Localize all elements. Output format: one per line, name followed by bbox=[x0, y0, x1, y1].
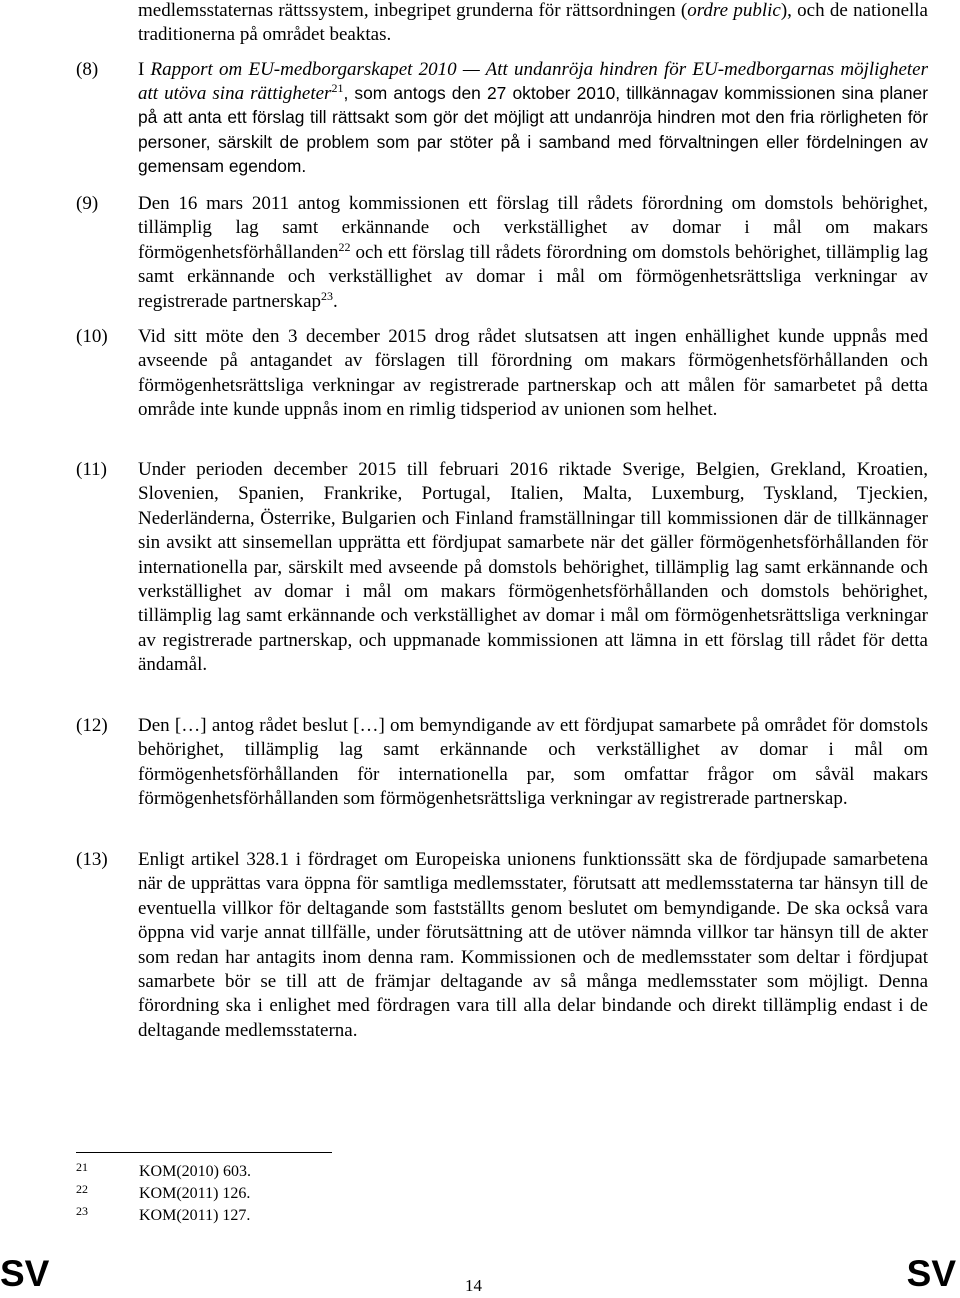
continuation-text-a: medlemsstaternas rättssystem, inbegripet grunderna för rättsordningen ( bbox=[138, 0, 688, 21]
footnote-divider bbox=[76, 1152, 332, 1153]
footnote-ref-23: 23 bbox=[321, 288, 334, 303]
continuation-text-b: ), och de nationella traditionerna på området beaktas. bbox=[138, 0, 928, 45]
footnote-number: 21 bbox=[76, 1160, 88, 1174]
footnote-text: KOM(2010) 603. bbox=[139, 1163, 251, 1180]
footnote-ref-21: 21 bbox=[331, 81, 344, 96]
paragraph-number: (10) bbox=[76, 326, 108, 347]
paragraph-number: (13) bbox=[76, 849, 108, 870]
paragraph-text-a: Den 16 mars 2011 antog kommissionen ett förslag till rådets förordning om domstols behörighet, tillämplig lag samt erkännande och verkställighet av domar i mål om makars förmögenhetsförhållanden bbox=[138, 193, 928, 263]
paragraph-body: Vid sitt möte den 3 december 2015 drog rådet slutsatsen att ingen enhällighet kunde uppnås med avseende på antagandet av förslagen till förordning om makars förmögenhetsförhållanden och förmögenhetsrättsliga verkningar av registrerade partnerskap och att målen för samarbetet på detta område inte kunde uppnås inom en rimlig tidsperiod av unionen som helhet. bbox=[138, 326, 928, 421]
footnote-23 bbox=[76, 1204, 476, 1226]
paragraph-text-b: och ett förslag till rådets förordning om domstols behörighet, tillämplig lag samt erkännande och verkställighet av domar i mål om förmögenhetsrättsliga verkningar av registrerade partnerskap bbox=[138, 241, 928, 312]
page-number: 14 bbox=[465, 1276, 482, 1295]
footnote-21 bbox=[76, 1160, 476, 1182]
paragraph-body: Enligt artikel 328.1 i fördraget om Europeiska unionens funktionssätt ska de fördjupade samarbetena när de upprättas vara öppna för samtliga medlemsstater, förutsatt att medlemsstaterna tar hänsyn till de eventuella villkor för deltagande som fastställts genom beslutet om bemyndigande. De ska också vara öppna vid varje annat tillfälle, under förutsättning att de utöver nämnda villkor tar hänsyn till de akter som redan har antagits inom denna ram. Kommissionen och de medlemsstater som deltar i fördjupat samarbete bör se till att de främjar deltagande av så många medlemsstater som möjligt. Denna förordning ska i enlighet med fördragen vara till alla delar bindande och direkt tillämplig endast i de deltagande medlemsstaterna. bbox=[138, 849, 928, 1041]
report-title: Rapport om EU-medborgarskapet 2010 — Att undanröja hindren för EU-medborgarnas möjligheter att utöva sina rättigheter bbox=[138, 59, 928, 105]
continuation-italic: ordre public bbox=[687, 0, 781, 21]
paragraph-number: (11) bbox=[76, 459, 107, 480]
footnote-ref-22: 22 bbox=[338, 239, 351, 254]
paragraph-text-c: . bbox=[333, 290, 338, 312]
paragraph-number: (9) bbox=[76, 193, 99, 214]
footnote-22 bbox=[76, 1182, 476, 1204]
paragraph-body bbox=[138, 192, 928, 314]
footnote-text: KOM(2011) 127. bbox=[139, 1207, 251, 1224]
paragraph-lead: I bbox=[138, 59, 151, 80]
footnote-text: KOM(2011) 126. bbox=[139, 1185, 251, 1202]
footnote-number: 22 bbox=[76, 1182, 88, 1196]
paragraph-continuation bbox=[138, 0, 928, 46]
footnote-number: 23 bbox=[76, 1204, 88, 1218]
paragraph-number: (12) bbox=[76, 715, 108, 736]
paragraph-text: , som antogs den 27 oktober 2010, tillkännagav kommissionen sina planer på att anta ett förslag till rättsakt som gör det möjligt att undanröja hindren mot den fria rörligheten för personer, särskilt de problem som par stöter på i samband med förvaltningen eller fördelningen av gemensam egendom. bbox=[138, 83, 928, 176]
paragraph-body bbox=[138, 58, 928, 179]
paragraph-number: (8) bbox=[76, 59, 99, 80]
paragraph-body: Under perioden december 2015 till februari 2016 riktade Sverige, Belgien, Grekland, Kroatien, Slovenien, Spanien, Frankrike, Portugal, Italien, Malta, Luxemburg, Tyskland, Tjeckien, Nederländerna, Österrike, Bulgarien och Finland framställningar till kommissionen där de tillkännager sin avsikt att sinsemellan upprätta ett fördjupat samarbete när det gäller förmögenhetsförhållanden för internationella par, särskilt med avseende på domstols behörighet, tillämplig lag samt erkännande och verkställighet av domar i mål om makars förmögenhetsförhållanden och domstols behörighet, tillämplig lag samt erkännande och verkställighet av domar i mål om förmögenhetsrättsliga verkningar av registrerade partnerskap, och uppmanade kommissionen att lämna in ett förslag till rådet för detta ändamål. bbox=[138, 459, 928, 676]
footer-language-right: SV bbox=[906, 1253, 956, 1294]
paragraph-body: Den […] antog rådet beslut […] om bemyndigande av ett fördjupat samarbete på området för domstols behörighet, tillämplig lag samt erkännande och verkställighet av domar i mål om förmögenhetsförhållanden för internationella par, som omfattar frågor om såväl makars förmögenhetsförhållanden som förmögenhetsrättsliga verkningar av registrerade partnerskap. bbox=[138, 715, 928, 810]
footer-language-left: SV bbox=[0, 1253, 50, 1294]
